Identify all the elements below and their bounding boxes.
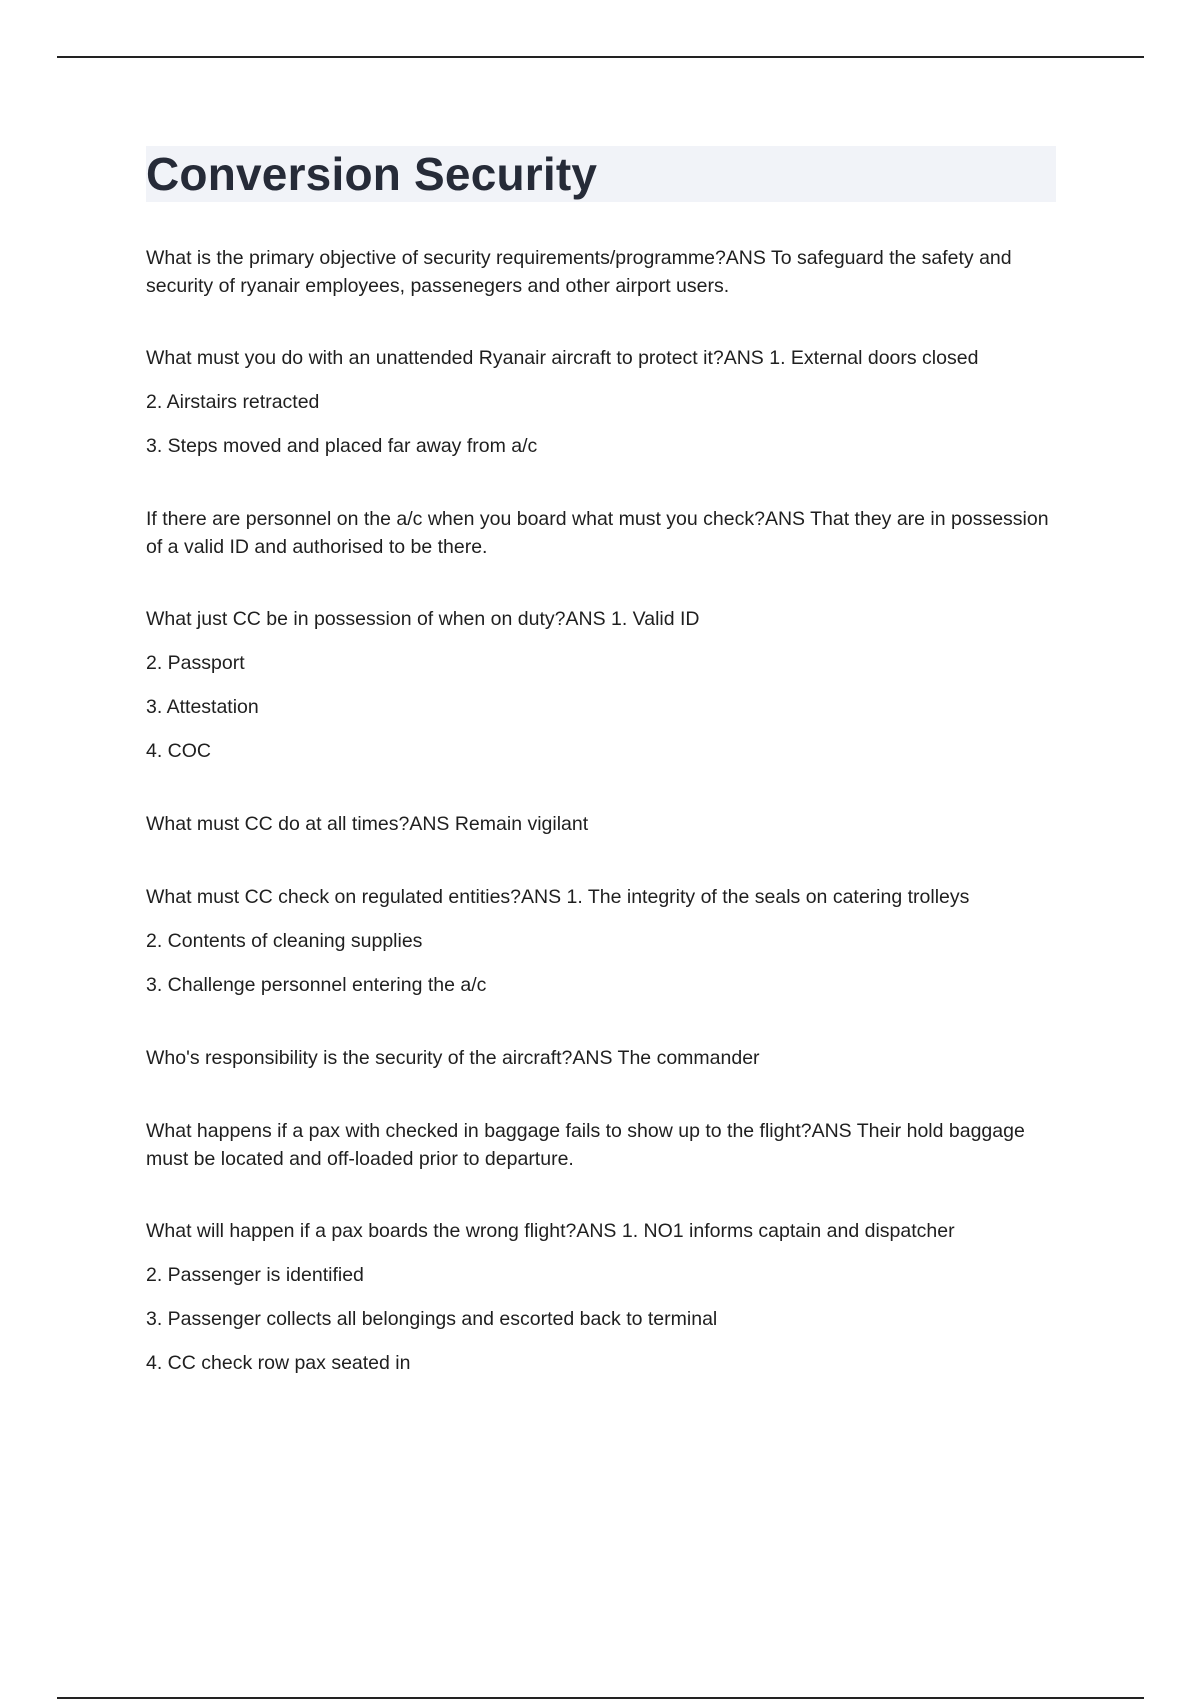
answer-item: 2. Passport [146, 652, 245, 674]
question-text: What must CC check on regulated entities?ANS 1. The integrity of the seals on catering trolleys [146, 886, 970, 908]
title-band [146, 146, 1056, 202]
qa-block-1 [146, 244, 1056, 300]
answer-item: 3. Passenger collects all belongings and escorted back to terminal [146, 1308, 718, 1330]
qa-block-4 [146, 605, 1056, 766]
top-rule [57, 56, 1144, 58]
answer-item: 4. CC check row pax seated in [146, 1352, 411, 1374]
qa-block-5 [146, 810, 1056, 839]
document-body [146, 146, 1056, 1422]
document-title: Conversion Security [146, 148, 598, 200]
qa-block-7 [146, 1044, 1056, 1073]
answer-item: 2. Passenger is identified [146, 1264, 364, 1286]
qa-block-3 [146, 505, 1056, 561]
question-text: What must CC do at all times?ANS Remain vigilant [146, 813, 589, 835]
qa-block-6 [146, 883, 1056, 1000]
answer-item: 3. Steps moved and placed far away from a/c [146, 435, 538, 457]
qa-block-9 [146, 1217, 1056, 1378]
qa-block-2 [146, 344, 1056, 461]
qa-block-8 [146, 1117, 1056, 1173]
question-text: Who's responsibility is the security of the aircraft?ANS The commander [146, 1047, 760, 1069]
question-text: If there are personnel on the a/c when you board what must you check?ANS That they are in possession of a valid ID and authorised to be there. [146, 508, 1049, 558]
answer-item: 4. COC [146, 740, 212, 762]
answer-item: 3. Attestation [146, 696, 259, 718]
answer-item: 2. Airstairs retracted [146, 391, 320, 413]
question-text: What will happen if a pax boards the wrong flight?ANS 1. NO1 informs captain and dispatcher [146, 1220, 955, 1242]
answer-item: 2. Contents of cleaning supplies [146, 930, 423, 952]
question-text: What must you do with an unattended Ryanair aircraft to protect it?ANS 1. External doors closed [146, 347, 979, 369]
answer-item: 3. Challenge personnel entering the a/c [146, 974, 487, 996]
question-text: What happens if a pax with checked in baggage fails to show up to the flight?ANS Their hold baggage must be located and off-loaded prior to departure. [146, 1120, 1025, 1170]
question-text: What is the primary objective of security requirements/programme?ANS To safeguard the safety and security of ryanair employees, passenegers and other airport users. [146, 247, 1012, 297]
bottom-rule [57, 1697, 1144, 1699]
question-text: What just CC be in possession of when on duty?ANS 1. Valid ID [146, 608, 700, 630]
